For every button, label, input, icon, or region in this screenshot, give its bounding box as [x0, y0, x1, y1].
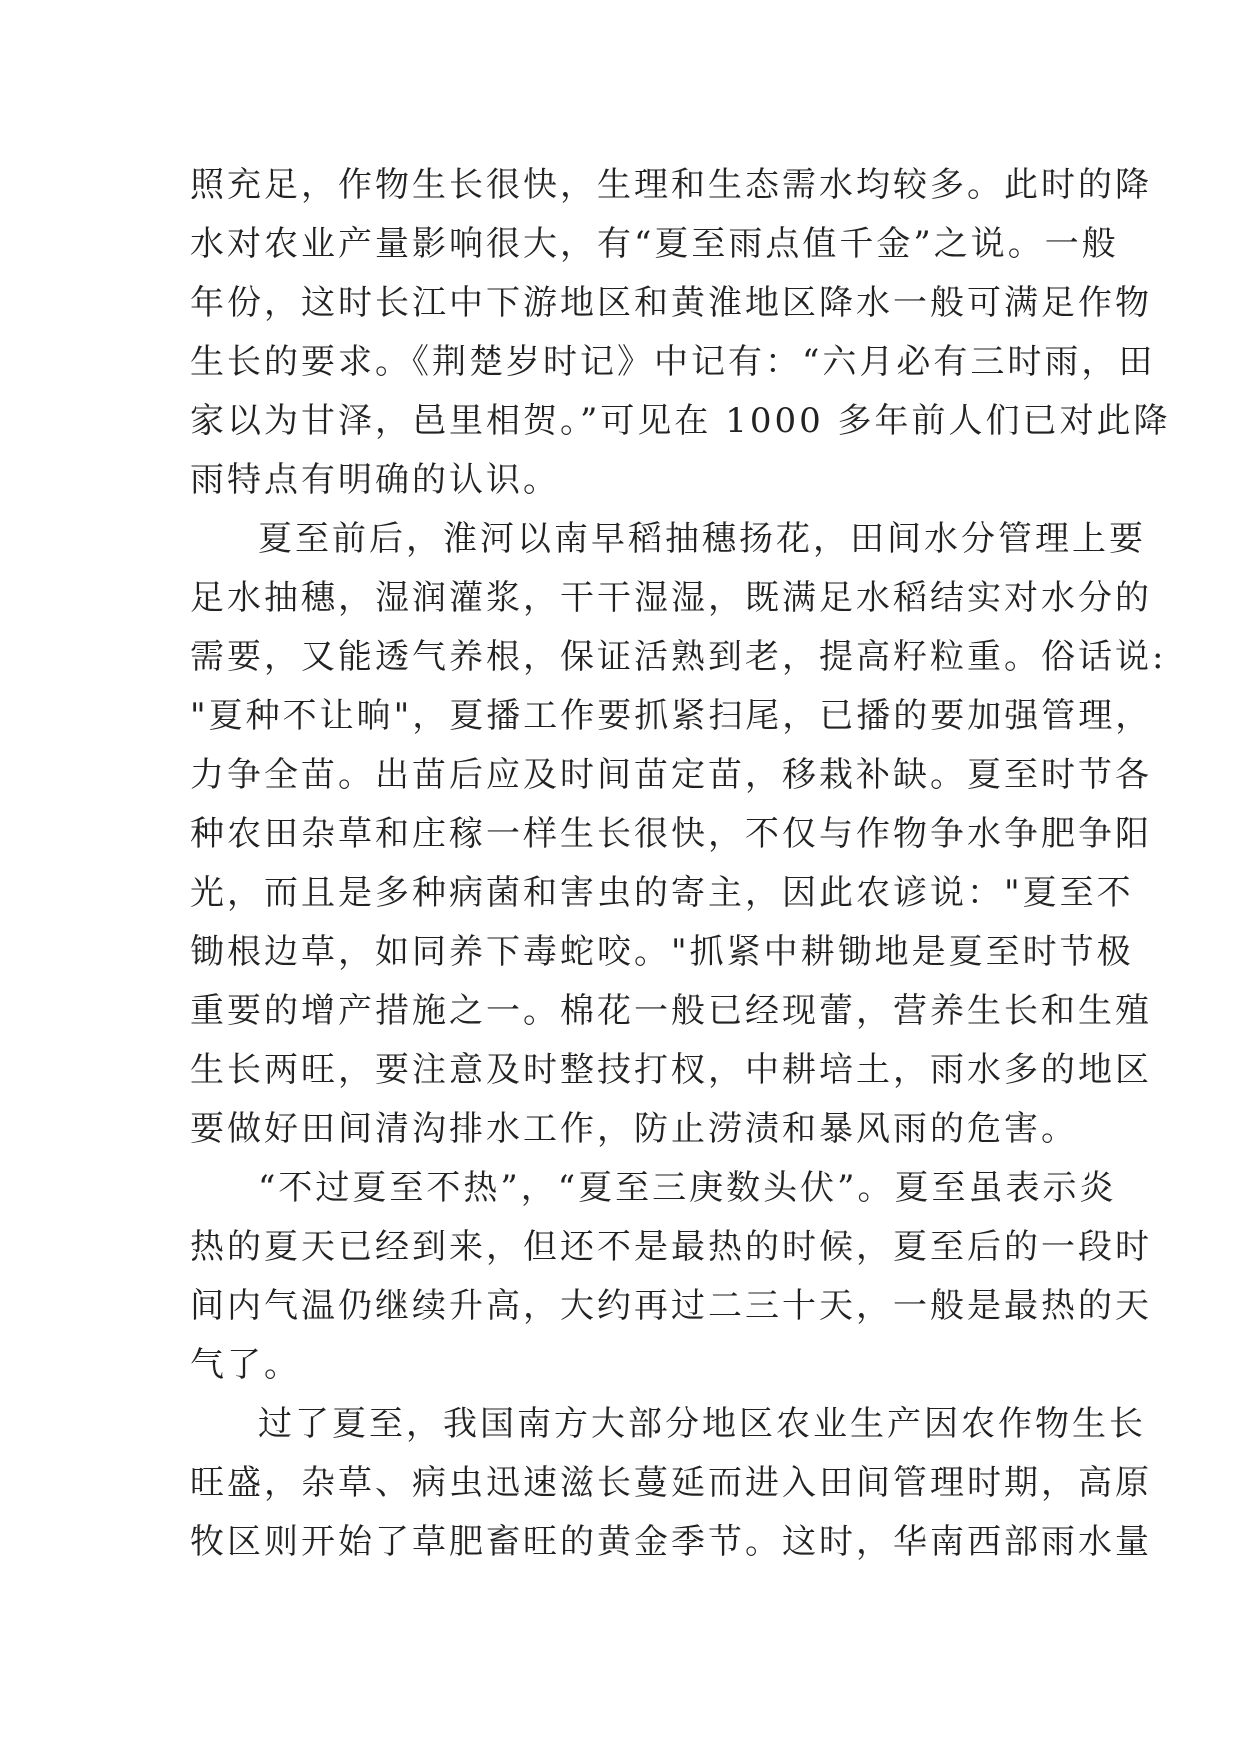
text-line: 足水抽穗，湿润灌浆，干干湿湿，既满足水稻结实对水分的: [190, 578, 1152, 618]
text-line: 水对农业产量影响很大，有“夏至雨点值千金”之说。一般: [190, 224, 1119, 264]
text-line: 过了夏至，我国南方大部分地区农业生产因农作物生长: [258, 1404, 1146, 1444]
text-line: 气了。: [190, 1345, 301, 1385]
text-line: "夏种不让晌"，夏播工作要抓紧扫尾，已播的要加强管理，: [190, 696, 1153, 736]
text-line: 家以为甘泽，邑里相贺。”可见在 1000 多年前人们已对此降: [190, 401, 1171, 441]
text-line: 要做好田间清沟排水工作，防止涝渍和暴风雨的危害。: [190, 1109, 1078, 1149]
text-line: 旺盛，杂草、病虫迅速滋长蔓延而进入田间管理时期，高原: [190, 1463, 1152, 1503]
text-line: 光，而且是多种病菌和害虫的寄主，因此农谚说："夏至不: [190, 873, 1134, 913]
text-line: 热的夏天已经到来，但还不是最热的时候，夏至后的一段时: [190, 1227, 1152, 1267]
text-line: 生长两旺，要注意及时整技打杈，中耕培土，雨水多的地区: [190, 1050, 1152, 1090]
text-line: 锄根边草，如同养下毒蛇咬。"抓紧中耕锄地是夏至时节极: [190, 932, 1134, 972]
text-line: 力争全苗。出苗后应及时间苗定苗，移栽补缺。夏至时节各: [190, 755, 1152, 795]
document-body: [190, 156, 1171, 1572]
text-line: “不过夏至不热”，“夏至三庚数头伏”。夏至虽表示炎: [258, 1168, 1117, 1208]
text-line: 种农田杂草和庄稼一样生长很快，不仅与作物争水争肥争阳: [190, 814, 1152, 854]
text-line: 间内气温仍继续升高，大约再过二三十天，一般是最热的天: [190, 1286, 1152, 1326]
text-line: 重要的增产措施之一。棉花一般已经现蕾，营养生长和生殖: [190, 991, 1152, 1031]
text-line: 雨特点有明确的认识。: [190, 460, 560, 500]
text-line: 牧区则开始了草肥畜旺的黄金季节。这时，华南西部雨水量: [190, 1522, 1152, 1562]
text-line: 照充足，作物生长很快，生理和生态需水均较多。此时的降: [190, 165, 1152, 205]
text-line: 年份，这时长江中下游地区和黄淮地区降水一般可满足作物: [190, 283, 1152, 323]
text-line: 夏至前后，淮河以南早稻抽穗扬花，田间水分管理上要: [258, 519, 1146, 559]
text-line: 需要，又能透气养根，保证活熟到老，提高籽粒重。俗话说:: [190, 637, 1167, 677]
text-line: 生长的要求。《荆楚岁时记》中记有：“六月必有三时雨，田: [190, 342, 1156, 382]
